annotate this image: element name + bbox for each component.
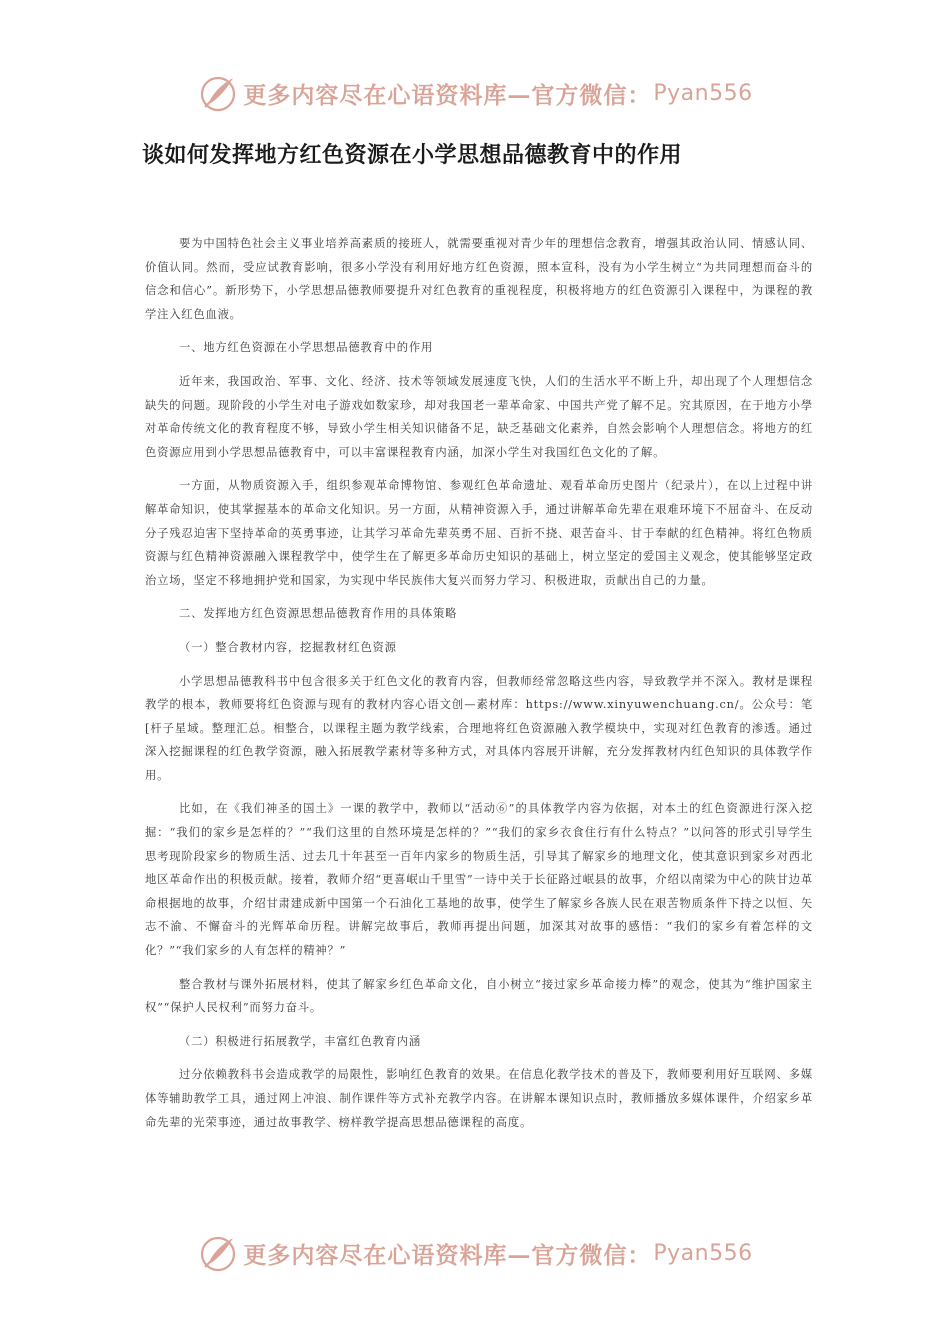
section-heading: （一）整合教材内容，挖掘教材红色资源 bbox=[179, 640, 397, 654]
document-title: 谈如何发挥地方红色资源在小学思想品德教育中的作用 bbox=[142, 143, 683, 168]
paragraph: 整合教材与课外拓展材料，使其了解家乡红色革命文化，自小树立“接过家乡革命接力棒”的观念，使其为“维护国家主权”“保护人民权利”而努力奋斗。 bbox=[145, 977, 813, 1015]
section-heading: 二、发挥地方红色资源思想品德教育作用的具体策略 bbox=[179, 607, 458, 621]
paragraph: 要为中国特色社会主义事业培养高素质的接班人，就需要重视对青少年的理想信念教育，增强其政治认同、情感认同、价值认同。然而，受应试教育影响，很多小学没有利用好地方红色资源，照本宣科，没有为小学生树立“为共同理想而奋斗的信念和信心”。新形势下，小学思想品德教师要提升对红色教育的重视程度，积极将地方的红色资源引入课程中，为课程的教学注入红色血液。 bbox=[145, 237, 813, 321]
paragraph: 小学思想品德教科书中包含很多关于红色文化的教育内容，但教师经常忽略这些内容，导致教学并不深入。教材是课程教学的根本，教师要将红色资源与现有的教材内容心语文创—素材库：https://www.xinyuwenchuang.cn/。公众号：笔[杆子星域。整理汇总。相整合，以课程主题为教学线索，合理地将红色资源融入教学模块中，实现对红色教育的渗透。通过深入挖掘课程的红色教学资源，融入拓展教学素材等多种方式，对具体内容展开讲解，充分发挥教材内红色知识的具体教学作用。 bbox=[145, 674, 813, 782]
paragraph: 一方面，从物质资源入手，组织参观革命博物馆、参观红色革命遗址、观看革命历史图片（纪录片），在以上过程中讲解革命知识，使其掌握基本的革命文化知识。另一方面，从精神资源入手，通过讲解革命先辈在艰难环境下不屈奋斗、在反动分子残忍迫害下坚持革命的英勇事迹，让其学习革命先辈英勇不屈、百折不挠、艰苦奋斗、甘于奉献的红色精神。将红色物质资源与红色精神资源融入课程教学中，使学生在了解更多革命历史知识的基础上，树立坚定的爱国主义观念，使其能够坚定政治立场，坚定不移地拥护党和国家，为实现中华民族伟大复兴而努力学习、积极进取，贡献出自己的力量。 bbox=[145, 479, 813, 587]
watermark-header bbox=[0, 68, 950, 118]
watermark-text: 更多内容尽在心语资料库—官方微信： bbox=[243, 81, 652, 109]
watermark-wechat-id: Pyan556 bbox=[653, 1240, 753, 1266]
section-heading: （二）积极进行拓展教学，丰富红色教育内涵 bbox=[179, 1034, 421, 1048]
watermark-wechat-id: Pyan556 bbox=[653, 80, 753, 106]
section-heading: 一、地方红色资源在小学思想品德教育中的作用 bbox=[179, 341, 434, 355]
quill-logo-icon bbox=[197, 1232, 239, 1274]
paragraph: 近年来，我国政治、军事、文化、经济、技术等领域发展速度飞快，人们的生活水平不断上升，却出现了个人理想信念缺失的问题。现阶段的小学生对电子游戏如数家珍，却对我国老一辈革命家、中国共产党了解不足。究其原因，在于地方小學对革命传统文化的教育程度不够，导致小学生相关知识储备不足，缺乏基础文化素养，自然会影响个人理想信念。将地方的红色资源应用到小学思想品德教育中，可以丰富课程教育内涵，加深小学生对我国红色文化的了解。 bbox=[145, 374, 813, 459]
quill-logo-icon bbox=[197, 72, 239, 114]
watermark-text: 更多内容尽在心语资料库—官方微信： bbox=[243, 1241, 652, 1269]
paragraph: 过分依赖教科书会造成教学的局限性，影响红色教育的效果。在信息化教学技术的普及下，教师要利用好互联网、多媒体等辅助教学工具，通过网上冲浪、制作课件等方式补充教学内容。在讲解本课知识点时，教师播放多媒体课件，介绍家乡革命先辈的光荣事迹，通过故事教学、榜样教学提高思想品德课程的高度。 bbox=[145, 1068, 813, 1129]
paragraph: 比如，在《我们神圣的国土》一课的教学中，教师以“活动⑥”的具体教学内容为依据，对本土的红色资源进行深入挖掘：“我们的家乡是怎样的？”“我们这里的自然环境是怎样的？”“我们的家乡衣食住行有什么特点？”以问答的形式引导学生思考现阶段家乡的物质生活、过去几十年甚至一百年内家乡的物质生活，引导其了解家乡的地理文化，使其意识到家乡对西北地区革命作出的积极贡献。接着，教师介绍“更喜岷山千里雪”一诗中关于长征路过岷县的故事，介绍以南梁为中心的陕甘边革命根据地的故事，介绍甘肃建成新中国第一个石油化工基地的故事，使学生了解家乡各族人民在艰苦物质条件下持之以恒、矢志不渝、不懈奋斗的光辉革命历程。讲解完故事后，教师再提出问题，加深其对故事的感悟：“我们的家乡有着怎样的文化？”“我们家乡的人有怎样的精神？” bbox=[145, 802, 813, 958]
document-body bbox=[145, 232, 813, 1144]
watermark-footer bbox=[0, 1228, 950, 1278]
